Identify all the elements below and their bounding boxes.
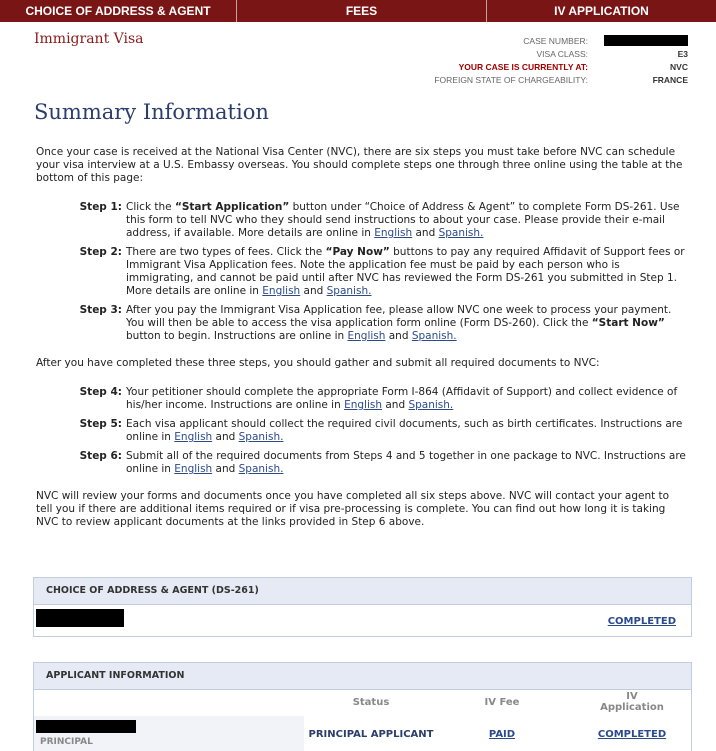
spanish-link[interactable]: Spanish. xyxy=(411,330,457,342)
column-iv-application xyxy=(582,691,682,713)
spanish-link[interactable]: Spanish. xyxy=(408,399,454,411)
english-link[interactable]: English xyxy=(347,330,386,342)
step-5 xyxy=(78,418,688,444)
agent-name-redacted xyxy=(36,609,124,627)
step-label: Step 5: xyxy=(79,418,122,430)
step-text: buttons to pay any required Affidavit of Support fees or Immigrant Visa Application fees. Note the application fee must be paid by each person who is immigrating, and cannot be paid until after NVC has reviewed the Form DS-261 you submitted in Step 1. More details are online in xyxy=(126,246,685,297)
tab-iv-application[interactable]: IV APPLICATION xyxy=(486,0,716,22)
step-text: and xyxy=(212,431,239,443)
steps-documents xyxy=(78,386,688,476)
case-header xyxy=(0,22,716,94)
english-link[interactable]: English xyxy=(344,399,383,411)
step-text: and xyxy=(412,227,439,239)
column-iv-fee: IV Fee xyxy=(484,697,520,708)
step-emphasis: “Pay Now” xyxy=(325,246,390,258)
applicant-section xyxy=(33,662,692,751)
instructions xyxy=(36,146,688,545)
applicant-status: PRINCIPAL APPLICANT xyxy=(308,729,434,740)
step-text: After you pay the Immigrant Visa Application fee, please allow NVC one week to process your payment. You will then be able to access the visa application form online (Form DS-260). Click the xyxy=(126,304,672,329)
english-link[interactable]: English xyxy=(374,227,413,239)
applicant-section-header: APPLICANT INFORMATION xyxy=(34,663,691,690)
ds261-section-header: CHOICE OF ADDRESS & AGENT (DS-261) xyxy=(34,578,691,605)
case-number-redacted xyxy=(604,35,688,46)
step-text: and xyxy=(382,399,409,411)
iv-application-status-link[interactable]: COMPLETED xyxy=(597,729,667,740)
step-4 xyxy=(78,386,688,412)
step-text: Your petitioner should complete the appropriate Form I-864 (Affidavit of Support) and collect evidence of his/her income. Instructions are online in xyxy=(126,386,678,411)
step-label: Step 6: xyxy=(79,450,122,462)
page-title: Summary Information xyxy=(34,100,269,124)
step-1 xyxy=(78,201,688,240)
tab-choice-of-address-agent[interactable]: CHOICE OF ADDRESS & AGENT xyxy=(25,4,211,18)
table-row xyxy=(34,716,691,751)
top-navigation xyxy=(0,0,716,22)
step-text: and xyxy=(212,463,239,475)
spanish-link[interactable]: Spanish. xyxy=(238,431,284,443)
step-label: Step 1: xyxy=(79,201,122,213)
applicant-table-header xyxy=(34,690,691,716)
step-emphasis: “Start Now” xyxy=(591,317,665,329)
step-2 xyxy=(78,246,688,298)
step-text: Each visa applicant should collect the required civil documents, such as birth certificates. Instructions are online in xyxy=(126,418,683,443)
step-text: and xyxy=(300,285,327,297)
spanish-link[interactable]: Spanish. xyxy=(438,227,484,239)
applicant-name-redacted xyxy=(36,720,136,733)
spanish-link[interactable]: Spanish. xyxy=(326,285,372,297)
step-text: and xyxy=(385,330,412,342)
english-link[interactable]: English xyxy=(262,285,301,297)
step-text: button under “Choice of Address & Agent” to complete Form DS-261. Use this form to tell NVC who they should send instructions to about your case. Please provide their e-mail address, if available. More details are online in xyxy=(126,201,680,239)
step-label: Step 4: xyxy=(79,386,122,398)
case-number-label: CASE NUMBER: xyxy=(523,36,588,46)
step-text: Click the xyxy=(126,201,175,213)
step-3 xyxy=(78,304,688,343)
applicant-role: PRINCIPAL xyxy=(40,737,93,747)
visa-class-value: E3 xyxy=(677,49,688,59)
step-emphasis: “Start Application” xyxy=(174,201,290,213)
closing-paragraph: NVC will review your forms and documents once you have completed all six steps above. NVC will contact your agent to tell you if there are additional items required or if visa pre-processing is complete. You can find out how long it is taking NVC to review applicant documents at the links provided in Step 6 above. xyxy=(36,490,670,528)
current-location-value: NVC xyxy=(670,62,688,72)
applicant-cell xyxy=(34,716,304,751)
step-text: button to begin. Instructions are online in xyxy=(126,330,348,342)
steps-online xyxy=(78,201,688,343)
chargeability-label: FOREIGN STATE OF CHARGEABILITY: xyxy=(434,75,588,85)
case-info xyxy=(434,35,688,87)
middle-paragraph: After you have completed these three steps, you should gather and submit all required documents to NVC: xyxy=(36,357,600,369)
column-status: Status xyxy=(352,697,390,708)
ds261-status-link[interactable]: COMPLETED xyxy=(607,616,676,627)
chargeability-value: FRANCE xyxy=(652,75,688,85)
english-link[interactable]: English xyxy=(174,463,213,475)
intro-paragraph: Once your case is received at the National Visa Center (NVC), there are six steps you must take before NVC can schedule your visa interview at a U.S. Embassy overseas. You should complete steps one through three online using the table at the bottom of this page: xyxy=(36,146,683,184)
tab-fees[interactable]: FEES xyxy=(236,0,486,22)
step-text: There are two types of fees. Click the xyxy=(126,246,326,258)
column-iv-application-line1: IV xyxy=(626,691,638,702)
visa-type-title: Immigrant Visa xyxy=(34,31,144,47)
step-label: Step 2: xyxy=(79,246,122,258)
column-iv-application-line2: Application xyxy=(600,702,664,713)
current-location-label: YOUR CASE IS CURRENTLY AT: xyxy=(458,62,588,72)
ds261-section xyxy=(33,577,692,637)
visa-class-label: VISA CLASS: xyxy=(536,49,588,59)
step-text: Submit all of the required documents from Steps 4 and 5 together in one package to NVC. Instructions are online in xyxy=(126,450,686,475)
spanish-link[interactable]: Spanish. xyxy=(238,463,284,475)
step-label: Step 3: xyxy=(79,304,122,316)
step-6 xyxy=(78,450,688,476)
english-link[interactable]: English xyxy=(174,431,213,443)
iv-fee-status-link[interactable]: PAID xyxy=(488,729,516,740)
